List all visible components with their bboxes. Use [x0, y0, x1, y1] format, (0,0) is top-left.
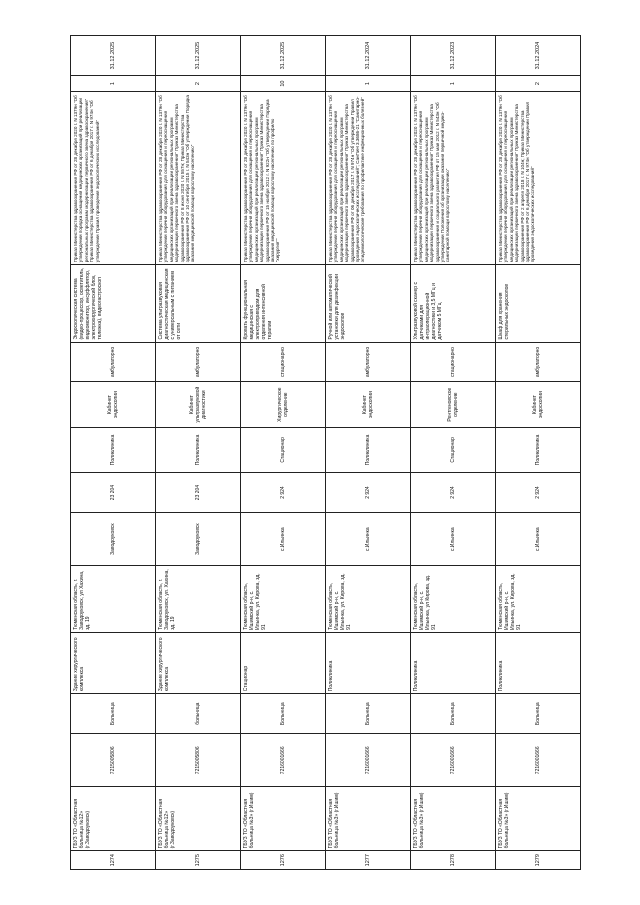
room: Кабинет эндоскопии: [71, 382, 156, 427]
table-row: [411, 36, 496, 870]
facility-type: Больница: [411, 694, 496, 734]
equipment-name: Шкаф для хранения стерильных эндоскопов: [496, 265, 581, 342]
room: Хирургическое отделение: [241, 382, 326, 427]
settlement: с.Ильинка: [326, 513, 411, 566]
quantity: 1: [71, 76, 156, 92]
equipment-table: [70, 35, 581, 870]
inn: 7216001666: [326, 734, 411, 787]
building-name: Стационар: [241, 632, 326, 693]
address: Тюменская область, Ишимский р-н, с. Ильинка, ул. Кирова, зд. 91: [326, 566, 411, 633]
population: 23 204: [156, 473, 241, 513]
settlement: с.Ильинка: [496, 513, 581, 566]
building-name: Поликлиника: [411, 632, 496, 693]
facility-type: Больница: [71, 694, 156, 734]
address: Тюменская область, Ишимский р-н, с. Ильинка, ул Кирова, зд. 91: [411, 566, 496, 633]
quantity: 1: [411, 76, 496, 92]
equipment-name: Ручной или автоматический установки для дезинфекции эндоскопов: [326, 265, 411, 342]
settlement: Заводоуковск: [156, 513, 241, 566]
care-type: Поликлиника: [496, 427, 581, 472]
deadline-date: 31.12.2025: [241, 36, 326, 76]
population: 2 924: [326, 473, 411, 513]
regulatory-documents: Приказ Министерства здравоохранения РФ от 28 декабря 2020 г. N 1379н "Об утверждении перечня оборудования для оснащения и переоснащения медицинских организаций при реализации региональных программ модернизации первичного звена здравоохранения" Приказ Министерства здравоохранения РФ от 2 апреля 2018 г. N 104н; Приказ Министерства здравоохранения РФ от 6 декабря 2017 г. N 974н "Об утверждении Правил проведения эндоскопических исследований": [496, 92, 581, 265]
organization-name: ГБУЗ ТО «Областная больница №3» (г.Ишим): [411, 787, 496, 851]
organization-name: ГБУЗ ТО «Областная больница №3» (г.Ишим): [241, 787, 326, 851]
facility-type: Больница: [241, 694, 326, 734]
rotated-table-wrapper: [70, 35, 580, 870]
row-number: 1277: [326, 851, 411, 870]
care-mode: стационарно: [241, 342, 326, 382]
population: 2 924: [241, 473, 326, 513]
regulatory-documents: Приказ Министерства здравоохранения РФ от 28 декабря 2020 г. N 1379н "Об утверждении перечня оборудования для оснащения и переоснащения медицинских организаций при реализации региональных программ модернизации первичного звена здравоохранения" Приказ Министерства здравоохранения и социального развития РФ от 15 мая 2012 г. N 543н "Об утверждении Положения об организации оказания первичной медико-санитарной помощи взрослому населению": [411, 92, 496, 265]
address: Тюменская область, г. Заводоуковск, ул Хахина, зд. 19: [71, 566, 156, 633]
inn: 7215005806: [71, 734, 156, 787]
equipment-name: Ультразвуковой сканер с датчиками для интраоперационной диагностики и 3,5 МГц и датчиком 5 МГц: [411, 265, 496, 342]
care-type: Стационар: [411, 427, 496, 472]
care-type: Поликлиника: [71, 427, 156, 472]
equipment-name: Система ультразвуковая диагностическая медицинская с универсальным с питанием от сети: [156, 265, 241, 342]
care-mode: амбулаторно: [71, 342, 156, 382]
deadline-date: 31.12.2025: [71, 36, 156, 76]
building-name: Поликлиника: [326, 632, 411, 693]
care-type: Поликлиника: [326, 427, 411, 472]
row-number: 1274: [71, 851, 156, 870]
population: 23 204: [71, 473, 156, 513]
inn: 7215005806: [156, 734, 241, 787]
quantity: 2: [156, 76, 241, 92]
deadline-date: 31.12.2023: [411, 36, 496, 76]
regulatory-documents: Приказ Министерства здравоохранения РФ от 28 декабря 2020 г. N 1379н "Об утверждении перечня оборудования для оснащения и переоснащения медицинских организаций при реализации региональных программ модернизации первичного звена здравоохранения" Приказ Министерства здравоохранения РФ от 06 декабря 2017 г. N 974н "Об утверждении Правил проведения эндоскопических исследований"; СанПиН 3.3686-21 "Санитарно-эпидемиологические требования по профилактике инфекционных болезней": [326, 92, 411, 265]
organization-name: ГБУЗ ТО «Областная больница №12» (г.Заводоуковск): [156, 787, 241, 851]
quantity: 1: [326, 76, 411, 92]
room: Кабинет ультразвуковой диагностики: [156, 382, 241, 427]
care-type: Поликлиника: [156, 427, 241, 472]
population: 2 924: [411, 473, 496, 513]
regulatory-documents: Приказ Министерства здравоохранения РФ от 28 декабря 2020 г. N 1379н "Об утверждении перечня оборудования для оснащения и переоснащения медицинских организаций при реализации региональных программ модернизации первичного звена здравоохранения" Приказ Министерства здравоохранения РФ от 8 июня 2020 г. N 557н; Приказ Министерства здравоохранения РФ от 10 сентября 2015 г. N 543н "Об утверждении Порядка оказания медицинской помощи взрослому населению": [156, 92, 241, 265]
quantity: 2: [496, 76, 581, 92]
table-row: [71, 36, 156, 870]
regulatory-documents: Приказ Министерства здравоохранения РФ от 28 декабря 2020 г. N 1379н "Об утверждении перечня оборудования для оснащения и переоснащения медицинских организаций при реализации региональных программ модернизации первичного звена здравоохранения" Приказ Министерства здравоохранения РФ от 15 ноября 2012 г. N 922н "Об утверждении Порядка оказания медицинской помощи взрослому населению по профилю "хирургия"": [241, 92, 326, 265]
settlement: Заводоуковск: [71, 513, 156, 566]
organization-name: ГБУЗ ТО «Областная больница №12» (г.Заводоуковск): [71, 787, 156, 851]
room: Кабинет эндоскопии: [326, 382, 411, 427]
address: Тюменская область, Ишимский р-н, с. Ильинка, ул. Кирова, зд. 91: [496, 566, 581, 633]
care-mode: амбулаторно: [326, 342, 411, 382]
building-name: Поликлиника: [496, 632, 581, 693]
regulatory-documents: Приказ Министерства здравоохранения РФ от 28 декабря 2020 г. N 1379н "Об утверждении порядка оснащения медицинских организаций при реализации региональных программ модернизации первичного звена здравоохранения" Приказ Министерства здравоохранения РФ от 6 декабря 2017 г. N 974н "Об утверждении Правил проведения эндоскопических исследований": [71, 92, 156, 265]
room: Рентгеновское отделение: [411, 382, 496, 427]
deadline-date: 31.12.2024: [326, 36, 411, 76]
facility-type: Больница: [326, 694, 411, 734]
quantity: 10: [241, 76, 326, 92]
equipment-name: Кровать функциональная медицинская с электроприводом для отделения интенсивной терапии: [241, 265, 326, 342]
care-type: Стационар: [241, 427, 326, 472]
care-mode: стационарно: [411, 342, 496, 382]
organization-name: ГБУЗ ТО «Областная больница №3» (г.Ишим): [326, 787, 411, 851]
building-name: Здание хирургического комплекса: [156, 632, 241, 693]
table-row: [326, 36, 411, 870]
address: Тюменская область, г. Заводоуковск, ул. Хахина, зд. 19: [156, 566, 241, 633]
settlement: с.Ильинка: [241, 513, 326, 566]
inn: 7216001666: [496, 734, 581, 787]
row-number: 1275: [156, 851, 241, 870]
care-mode: амбулаторно: [496, 342, 581, 382]
facility-type: больница: [156, 694, 241, 734]
facility-type: Больница: [496, 694, 581, 734]
inn: 7216001666: [411, 734, 496, 787]
building-name: Здание хирургического комплекса: [71, 632, 156, 693]
room: Кабинет эндоскопии: [496, 382, 581, 427]
inn: 7216001666: [241, 734, 326, 787]
row-number: 1278: [411, 851, 496, 870]
row-number: 1276: [241, 851, 326, 870]
population: 2 924: [496, 473, 581, 513]
table-row: [241, 36, 326, 870]
address: Тюменская область, Ишимский р-н, с. Ильинка, ул. Кирова, зд. 91: [241, 566, 326, 633]
organization-name: ГБУЗ ТО «Областная больница №3» (г.Ишим): [496, 787, 581, 851]
deadline-date: 31.12.2024: [496, 36, 581, 76]
table-row: [156, 36, 241, 870]
deadline-date: 31.12.2025: [156, 36, 241, 76]
equipment-name: Эндоскопическая система (видео-процессор, осветитель, видеомонитор, инсуффлятор, электрохирургический блок, тележка), видеогастроскоп: [71, 265, 156, 342]
row-number: 1279: [496, 851, 581, 870]
care-mode: амбулаторно: [156, 342, 241, 382]
settlement: с.Ильинка: [411, 513, 496, 566]
table-row: [496, 36, 581, 870]
